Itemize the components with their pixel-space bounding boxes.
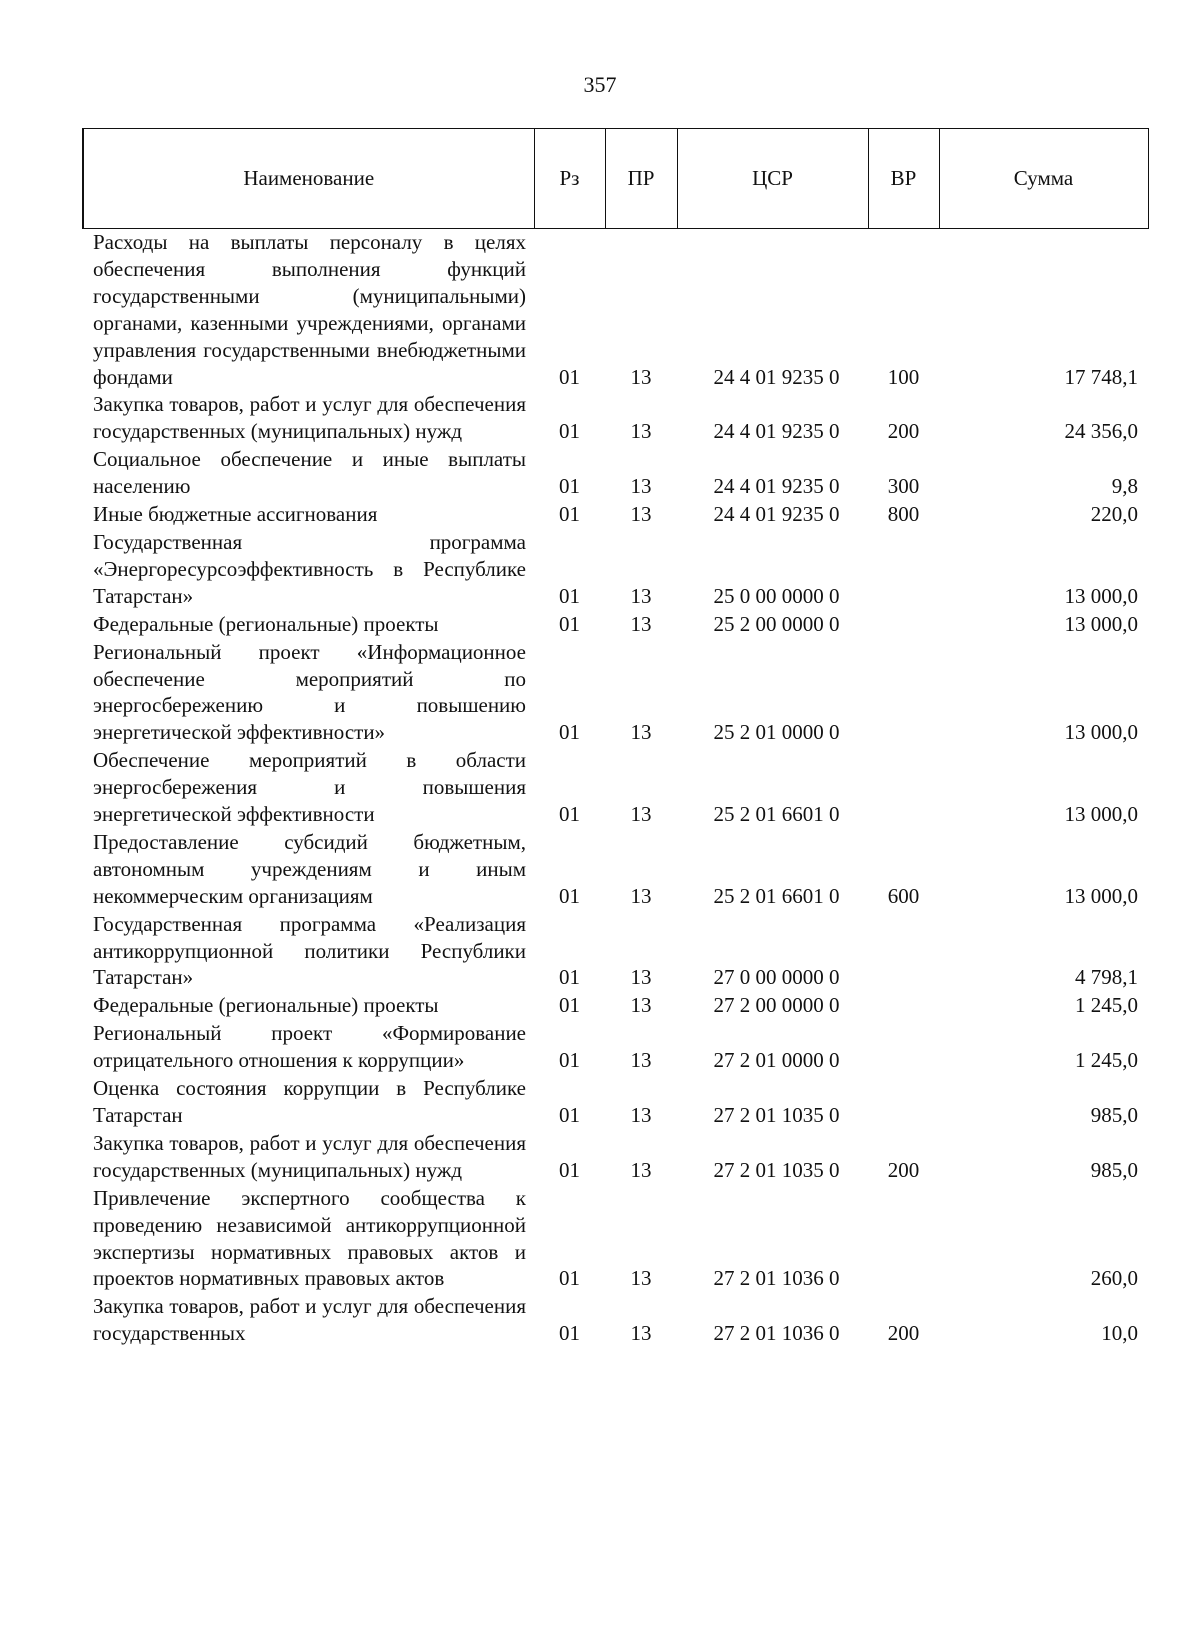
- row-sum: 985,0: [1090, 1103, 1138, 1127]
- row-name: Закупка товаров, работ и услуг для обеспечения государственных: [93, 1294, 526, 1346]
- row-vr: [868, 1020, 939, 1075]
- row-name: Федеральные (региональные) проекты: [93, 993, 439, 1018]
- row-pr: 13: [630, 720, 652, 745]
- row-vr: 800: [887, 502, 920, 527]
- row-name: Иные бюджетные ассигнования: [93, 502, 378, 527]
- row-pr: 13: [630, 1321, 652, 1346]
- row-rz: 01: [559, 1048, 580, 1073]
- row-sum: 13 000,0: [1064, 720, 1138, 745]
- row-pr: 13: [630, 1157, 652, 1182]
- row-csr: 27 0 00 0000 0: [713, 965, 840, 990]
- row-vr: 200: [887, 1157, 920, 1182]
- row-vr: [868, 911, 939, 993]
- table-row: [83, 829, 1148, 911]
- header-name: Наименование: [83, 129, 534, 229]
- row-pr: 13: [630, 1048, 652, 1073]
- row-rz: 01: [559, 502, 580, 527]
- header-vr: ВР: [868, 129, 939, 229]
- header-pr: ПР: [605, 129, 677, 229]
- row-name: Социальное обеспечение и иные выплаты населению: [93, 447, 526, 499]
- table-row: [83, 639, 1148, 748]
- table-row: [83, 446, 1148, 501]
- row-vr: [868, 529, 939, 611]
- table-row: [83, 911, 1148, 993]
- row-vr: [868, 1075, 939, 1130]
- row-name: Государственная программа «Энергоресурсоэффективность в Республике Татарстан»: [93, 529, 526, 608]
- table-row: [83, 1293, 1148, 1348]
- row-name: Закупка товаров, работ и услуг для обеспечения государственных (муниципальных) нужд: [93, 392, 526, 444]
- row-rz: 01: [559, 364, 580, 389]
- header-row: [83, 129, 1148, 229]
- row-csr: 25 0 00 0000 0: [713, 583, 840, 608]
- row-rz: 01: [559, 583, 580, 608]
- row-sum: 13 000,0: [1064, 611, 1138, 636]
- row-pr: 13: [630, 993, 652, 1018]
- table-row: [83, 391, 1148, 446]
- row-csr: 24 4 01 9235 0: [713, 474, 840, 499]
- row-name: Государственная программа «Реализация антикоррупционной политики Республики Татарстан»: [93, 911, 526, 990]
- row-vr: [868, 747, 939, 829]
- table-row: [83, 1075, 1148, 1130]
- table-header: [83, 129, 1148, 229]
- row-rz: 01: [559, 883, 580, 908]
- table-row: [83, 1020, 1148, 1075]
- table-row: [83, 747, 1148, 829]
- row-csr: 27 2 01 1035 0: [713, 1157, 840, 1182]
- row-csr: 27 2 01 1036 0: [713, 1321, 840, 1346]
- row-rz: 01: [559, 802, 580, 827]
- row-csr: 25 2 01 6601 0: [713, 883, 840, 908]
- row-sum: 260,0: [1090, 1266, 1138, 1291]
- row-sum: 220,0: [1090, 502, 1138, 527]
- row-sum: 13 000,0: [1064, 802, 1138, 827]
- row-sum: 24 356,0: [1064, 419, 1138, 444]
- table-row: [83, 1130, 1148, 1185]
- row-pr: 13: [630, 611, 652, 636]
- header-rz: Рз: [534, 129, 605, 229]
- row-name: Региональный проект «Информационное обеспечение мероприятий по энергосбережению и повышению энергетической эффективности»: [93, 639, 526, 745]
- row-csr: 25 2 01 0000 0: [713, 720, 840, 745]
- row-name: Оценка состояния коррупции в Республике Татарстан: [93, 1076, 526, 1127]
- row-sum: 17 748,1: [1064, 364, 1138, 389]
- row-sum: 10,0: [1101, 1321, 1138, 1346]
- row-name: Федеральные (региональные) проекты: [93, 611, 439, 636]
- row-vr: 600: [887, 883, 920, 908]
- row-vr: [868, 611, 939, 639]
- header-sum: Сумма: [939, 129, 1148, 229]
- row-name: Региональный проект «Формирование отрицательного отношения к коррупции»: [93, 1021, 526, 1073]
- row-sum: 4 798,1: [1075, 965, 1138, 990]
- row-csr: 25 2 01 6601 0: [713, 802, 840, 827]
- row-pr: 13: [630, 474, 652, 499]
- row-vr: 200: [887, 1321, 920, 1346]
- row-rz: 01: [559, 965, 580, 990]
- row-pr: 13: [630, 419, 652, 444]
- row-rz: 01: [559, 474, 580, 499]
- row-sum: 1 245,0: [1075, 993, 1138, 1018]
- row-vr: [868, 639, 939, 748]
- row-pr: 13: [630, 1266, 652, 1291]
- row-name: Закупка товаров, работ и услуг для обеспечения государственных (муниципальных) нужд: [93, 1130, 526, 1182]
- row-name: Предоставление субсидий бюджетным, автономным учреждениям и иным некоммерческим организациям: [93, 829, 526, 908]
- row-rz: 01: [559, 1157, 580, 1182]
- row-name: Обеспечение мероприятий в области энергосбережения и повышения энергетической эффективности: [93, 748, 526, 827]
- budget-table: [82, 128, 1149, 1348]
- row-csr: 27 2 01 0000 0: [713, 1048, 840, 1073]
- row-rz: 01: [559, 1321, 580, 1346]
- row-csr: 25 2 00 0000 0: [713, 611, 840, 636]
- row-pr: 13: [630, 965, 652, 990]
- row-csr: 24 4 01 9235 0: [713, 364, 840, 389]
- row-pr: 13: [630, 1103, 652, 1127]
- row-rz: 01: [559, 993, 580, 1018]
- row-sum: 13 000,0: [1064, 583, 1138, 608]
- row-rz: 01: [559, 720, 580, 745]
- row-pr: 13: [630, 583, 652, 608]
- table-body: [83, 229, 1148, 1349]
- row-pr: 13: [630, 502, 652, 527]
- table-row: [83, 1185, 1148, 1294]
- row-name: Привлечение экспертного сообщества к проведению независимой антикоррупционной экспертизы нормативных правовых актов и проектов нормативных правовых актов: [93, 1185, 526, 1291]
- row-csr: 24 4 01 9235 0: [713, 419, 840, 444]
- row-name: Расходы на выплаты персоналу в целях обеспечения выполнения функций государственными (муниципальными) органами, казенными учреждениями, органами управления государственными внебюджетными фондами: [93, 230, 526, 389]
- row-csr: 27 2 01 1036 0: [713, 1266, 840, 1291]
- row-vr: [868, 992, 939, 1020]
- row-rz: 01: [559, 611, 580, 636]
- table-row: [83, 501, 1148, 529]
- page-number: 357: [583, 72, 617, 97]
- row-sum: 985,0: [1090, 1157, 1138, 1182]
- row-csr: 27 2 00 0000 0: [713, 993, 840, 1018]
- row-pr: 13: [630, 364, 652, 389]
- row-vr: 300: [887, 474, 920, 499]
- row-vr: [868, 1185, 939, 1294]
- table-row: [83, 611, 1148, 639]
- table-row: [83, 992, 1148, 1020]
- row-sum: 1 245,0: [1075, 1048, 1138, 1073]
- row-vr: 200: [887, 419, 920, 444]
- row-rz: 01: [559, 419, 580, 444]
- row-rz: 01: [559, 1266, 580, 1291]
- table-row: [83, 229, 1148, 392]
- row-vr: 100: [887, 364, 920, 389]
- row-sum: 9,8: [1111, 474, 1138, 499]
- header-csr: ЦСР: [677, 129, 868, 229]
- row-csr: 24 4 01 9235 0: [713, 502, 840, 527]
- row-csr: 27 2 01 1035 0: [713, 1103, 840, 1127]
- row-pr: 13: [630, 802, 652, 827]
- table-row: [83, 529, 1148, 611]
- row-rz: 01: [559, 1103, 580, 1127]
- row-pr: 13: [630, 883, 652, 908]
- row-sum: 13 000,0: [1064, 883, 1138, 908]
